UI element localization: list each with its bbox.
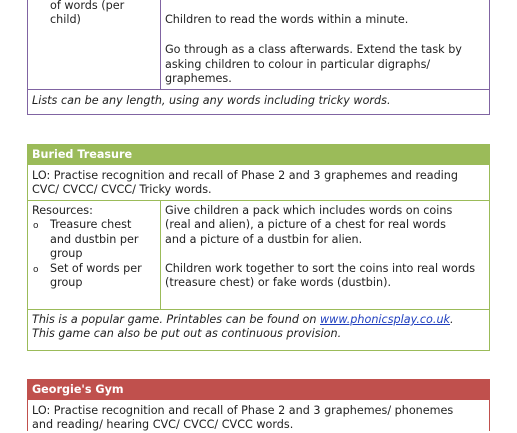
top-table-col-divider [160, 0, 161, 89]
instruction-line: asking children to colour in particular digraphs/ [165, 58, 431, 71]
georgies-gym-title: Georgie's Gym [32, 383, 124, 396]
top-table-right-border [489, 0, 490, 115]
resource-item-line: and dustbin per [50, 233, 139, 246]
buried-bottom-border [27, 350, 490, 351]
instruction-line: Give children a pack which includes words on coins [165, 204, 453, 217]
top-table-note: Lists can be any length, using any words including tricky words. [32, 94, 391, 107]
bullet-icon: o [33, 265, 39, 275]
gym-left-border [27, 379, 28, 431]
buried-lo-line: CVC/ CVCC/ CVCC/ Tricky words. [32, 183, 212, 196]
buried-col-divider [160, 200, 161, 309]
gym-lo-line: LO: Practise recognition and recall of Phase 2 and 3 graphemes/ phonemes [32, 404, 454, 417]
instruction-line: (real and alien), a picture of a chest for real words [165, 218, 446, 231]
resource-item-line: Treasure chest [50, 218, 132, 231]
instruction-line: Children to read the words within a minute. [165, 13, 409, 26]
top-table-left-border [27, 0, 28, 115]
instruction-line: Children work together to sort the coins into real words [165, 262, 476, 275]
buried-treasure-title: Buried Treasure [32, 148, 133, 161]
buried-left-border [27, 144, 28, 351]
buried-row-divider [27, 309, 490, 310]
gym-lo-line: and reading/ hearing CVC/ CVCC/ CVCC words. [32, 418, 294, 431]
instruction-line: Go through as a class afterwards. Extend the task by [165, 43, 462, 56]
buried-note-line2: This game can also be put out as continuous provision. [32, 327, 342, 340]
resources-label: Resources: [32, 204, 93, 217]
phonicsplay-link[interactable]: www.phonicsplay.co.uk [320, 313, 451, 326]
buried-treasure-header [27, 144, 490, 165]
resource-item-continued-line2: child) [50, 13, 81, 26]
buried-lo-divider [27, 200, 490, 201]
resource-item-line: Set of words per [50, 262, 142, 275]
resource-item-line: group [50, 276, 83, 289]
buried-right-border [489, 144, 490, 351]
instruction-line: (treasure chest) or fake words (dustbin). [165, 276, 392, 289]
top-table-row-divider [27, 89, 490, 90]
instruction-line: graphemes. [165, 72, 232, 85]
instruction-line: and a picture of a dustbin for alien. [165, 233, 363, 246]
resource-item-line: group [50, 247, 83, 260]
buried-note-prefix: This is a popular game. Printables can be found on [32, 313, 321, 326]
resource-item-continued-line1: of words (per [50, 0, 125, 12]
georgies-gym-header [27, 379, 490, 400]
buried-note-suffix: . [450, 313, 454, 326]
buried-lo-line: LO: Practise recognition and recall of Phase 2 and 3 graphemes and reading [32, 169, 458, 182]
gym-right-border [489, 379, 490, 431]
bullet-icon: o [33, 221, 39, 231]
buried-note-line1 [32, 313, 454, 328]
top-table-bottom-border [27, 114, 490, 115]
